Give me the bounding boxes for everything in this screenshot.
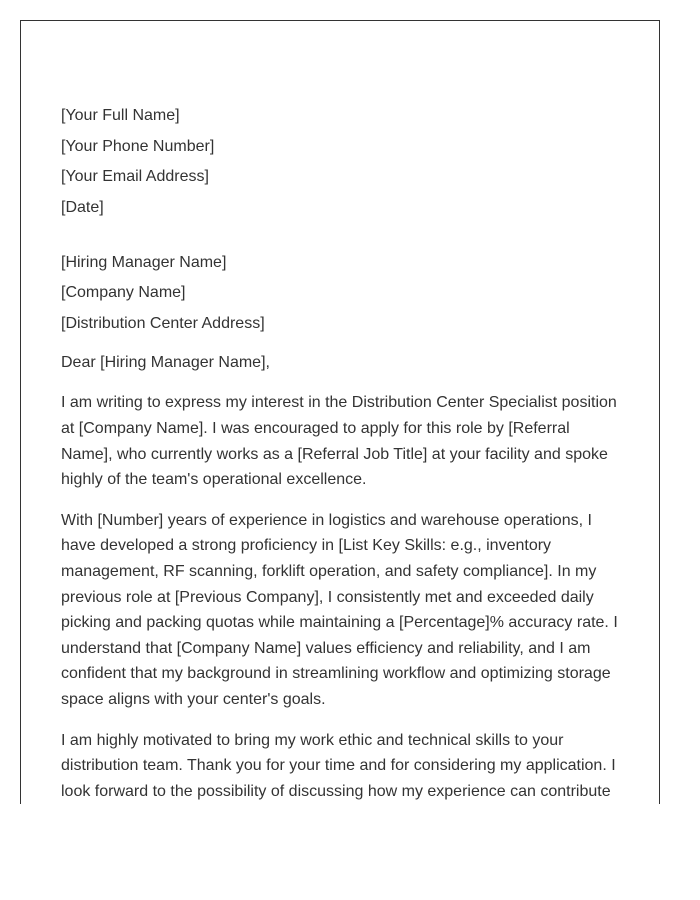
recipient-block bbox=[61, 248, 621, 340]
recipient-manager-name: [Hiring Manager Name] bbox=[61, 253, 227, 271]
body-paragraph-3: I am highly motivated to bring my work ethic and technical skills to your distribution team. Thank you for your time and for considering my application. I look forward to the possibility of discussing how my experience can contribute bbox=[61, 731, 616, 800]
recipient-company-name: [Company Name] bbox=[61, 284, 186, 302]
letter-page bbox=[20, 20, 660, 900]
recipient-address: [Distribution Center Address] bbox=[61, 315, 265, 333]
salutation: Dear [Hiring Manager Name], bbox=[61, 353, 270, 371]
page-crop-area bbox=[0, 804, 700, 900]
sender-full-name: [Your Full Name] bbox=[61, 107, 180, 124]
sender-block bbox=[61, 101, 621, 224]
body-paragraph-2: With [Number] years of experience in logistics and warehouse operations, I have developed a strong proficiency in [List Key Skills: e.g., inventory management, RF scanning, forklift operation, and safety compliance]. In my previous role at [Previous Company], I consistently met and exceeded daily picking and packing quotas while maintaining a [Percentage]% accuracy rate. I understand that [Company Name] values efficiency and reliability, and I am confident that my background in streamlining workflow and optimizing storage space aligns with your center's goals. bbox=[61, 511, 618, 708]
sender-email: [Your Email Address] bbox=[61, 168, 209, 186]
letter-date: [Date] bbox=[61, 199, 104, 217]
letter-body bbox=[61, 101, 621, 804]
sender-phone: [Your Phone Number] bbox=[61, 137, 215, 155]
body-paragraph-1: I am writing to express my interest in the Distribution Center Specialist position at [Company Name]. I was encouraged to apply for this role by [Referral Name], who currently works as a [Referral Job Title] at your facility and spoke highly of the team's operational excellence. bbox=[61, 394, 617, 489]
